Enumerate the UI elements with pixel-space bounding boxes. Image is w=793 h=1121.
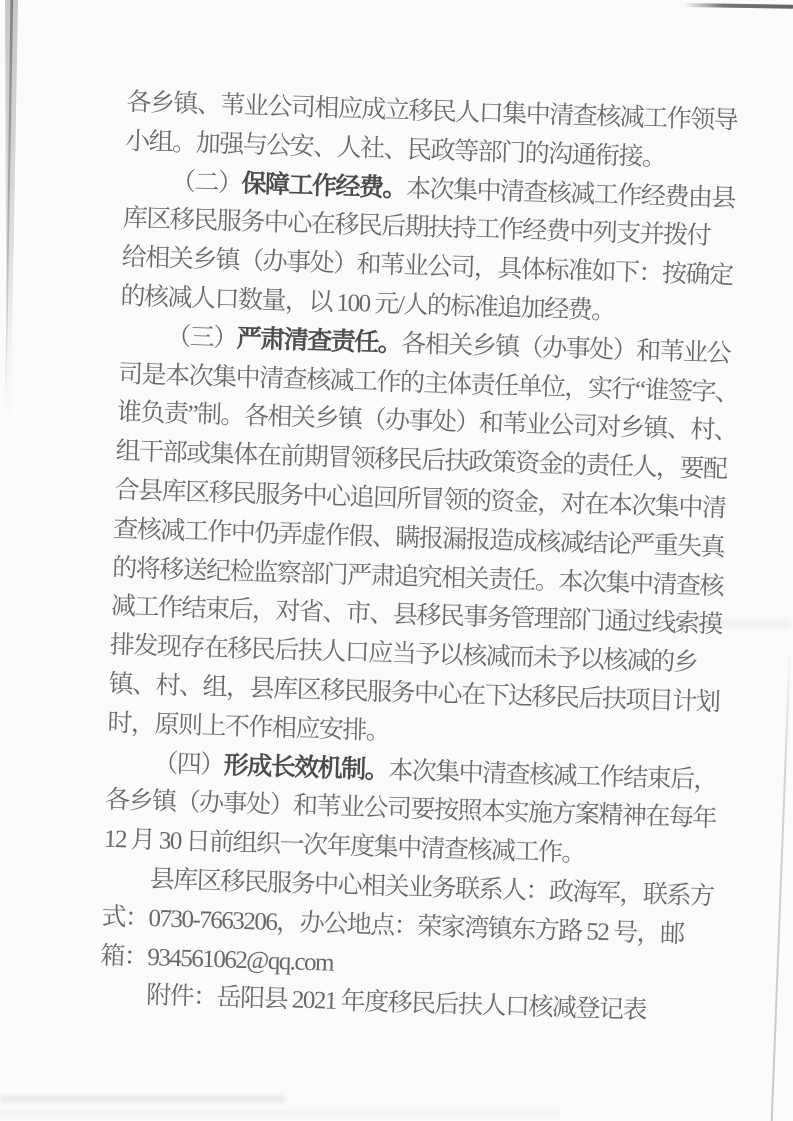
text-line: 各乡镇、苇业公司相应成立移民人口集中清查核减工作领导 (126, 88, 738, 135)
text-line: 12 月 30 日前组织一次年度集中清查核减工作。 (103, 825, 586, 868)
text-line: 箱：934561062@qq.com (99, 942, 334, 977)
scan-top-edge-line (684, 3, 793, 8)
scan-right-paper-edge (770, 645, 791, 1121)
text-line: 库区移民服务中心在移民后期扶持工作经费中列支并拨付 (122, 205, 711, 251)
section-number: （四） (152, 749, 225, 779)
body-text: 各相关乡镇（办事处）和苇业公 (400, 330, 731, 368)
text-line: 各乡镇（办事处）和苇业公司要按照本实施方案精神在每年 (104, 787, 717, 833)
text-line: 式：0730-7663206，办公地点：荣家湾镇东方路 52 号，邮 (101, 903, 685, 949)
text-line: 时，原则上不作相应安排。 (107, 709, 390, 746)
text-line: 谁负责”制。各相关乡镇（办事处）和苇业公司对乡镇、村、 (116, 399, 738, 446)
text-line: 排发现存在移民后扶人口应当予以核减而未予以核减的乡 (109, 631, 698, 677)
section-heading: 保障工作经费。 (241, 170, 407, 203)
text-line: 查核减工作中仍弄虚作假、瞒报漏报造成核减结论严重失真 (112, 515, 725, 562)
text-line: 小组。加强与公安、人社、民政等部门的沟通衔接。 (124, 127, 666, 172)
text-line: 县库区移民服务中心相关业务联系人：政海军，联系方 (149, 866, 714, 911)
text-line: 合县库区移民服务中心追回所冒领的资金，对在本次集中清 (114, 476, 726, 523)
scan-bottom-smudge (0, 1096, 285, 1102)
text-line: 组干部或集体在前期冒领移民后扶政策资金的责任人，要配 (115, 438, 727, 484)
scan-bottom-smudge (0, 1112, 560, 1116)
text-line: 镇、村、组，县库区移民服务中心在下达移民后扶项目计划 (108, 670, 720, 717)
document-text (99, 84, 767, 1034)
text-line: 减工作结束后，对省、市、县移民事务管理部门通过线索摸 (110, 593, 723, 639)
text-line: 给相关乡镇（办事处）和苇业公司，具体标准如下：按确定 (121, 244, 733, 290)
section-number: （三） (165, 323, 238, 353)
text-line: 的核减人口数量，以 100 元/人的标准追加经费。 (120, 282, 616, 325)
section-heading: 形成长效机制。 (223, 751, 389, 784)
text-line: 的将移送纪检监察部门严肃追究相关责任。本次集中清查核 (111, 554, 724, 600)
body-text: 本次集中清查核减工作结束后， (387, 756, 718, 794)
section-number: （二） (170, 167, 242, 198)
text-line: 附件：岳阳县 2021 年度移民后扶人口核减登记表 (145, 982, 647, 1025)
body-text: 本次集中清查核减工作经费由县 (405, 175, 736, 213)
text-line: 司是本次集中清查核减工作的主体责任单位，实行“谁签字、 (117, 360, 739, 407)
section-heading: 严肃清查责任。 (236, 325, 402, 358)
